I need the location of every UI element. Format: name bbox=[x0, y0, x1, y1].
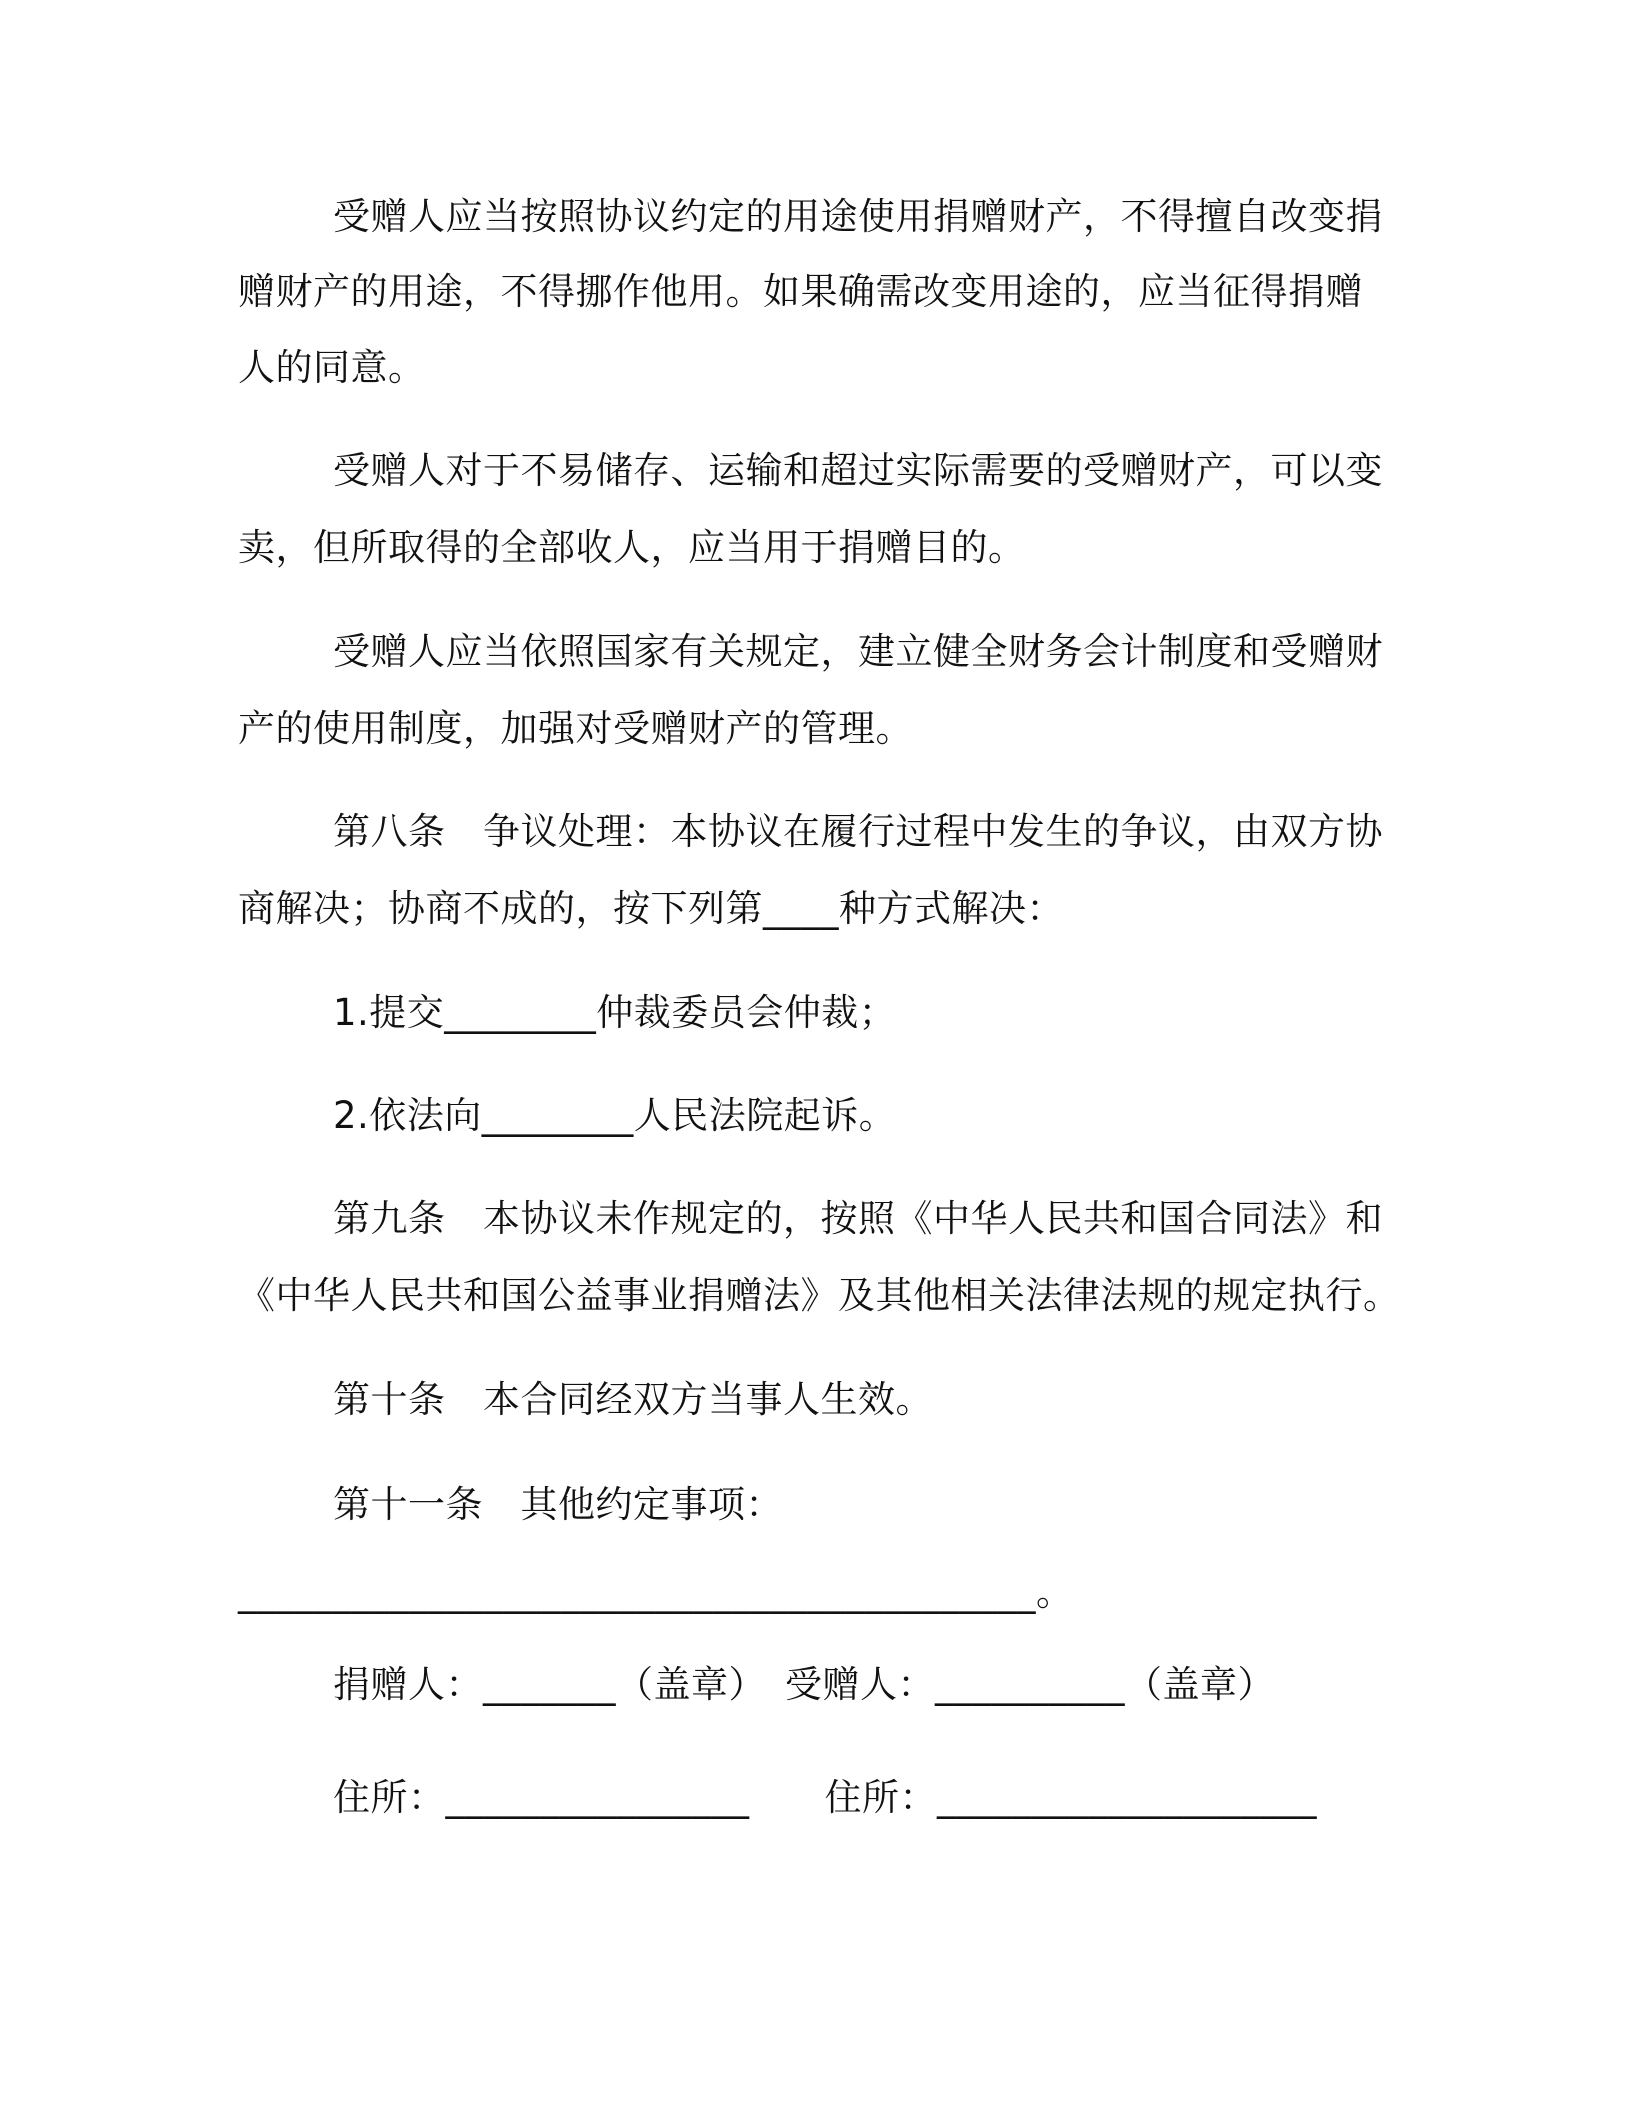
article-11: 第十一条 其他约定事项： bbox=[333, 1483, 783, 1526]
paragraph-1-line-1: 受赠人应当按照协议约定的用途使用捐赠财产，不得擅自改变捐 bbox=[333, 195, 1383, 238]
paragraph-1-line-3: 人的同意。 bbox=[238, 346, 426, 389]
dispute-option-1: 1.提交________仲裁委员会仲裁； bbox=[333, 991, 897, 1034]
other-terms-blank: __________________________________________。 bbox=[238, 1571, 1074, 1614]
paragraph-1-line-2: 赠财产的用途，不得挪作他用。如果确需改变用途的，应当征得捐赠 bbox=[238, 270, 1363, 313]
paragraph-3-line-1: 受赠人应当依照国家有关规定，建立健全财务会计制度和受赠财 bbox=[333, 630, 1383, 673]
article-9-line-1: 第九条 本协议未作规定的，按照《中华人民共和国合同法》和 bbox=[333, 1197, 1383, 1240]
paragraph-2-line-1: 受赠人对于不易储存、运输和超过实际需要的受赠财产，可以变 bbox=[333, 449, 1383, 492]
paragraph-2-line-2: 卖，但所取得的全部收人，应当用于捐赠目的。 bbox=[238, 526, 1026, 569]
article-9-line-2: 《中华人民共和国公益事业捐赠法》及其他相关法律法规的规定执行。 bbox=[238, 1274, 1401, 1317]
article-10: 第十条 本合同经双方当事人生效。 bbox=[333, 1378, 933, 1421]
address-line: 住所：________________ 住所：____________________ bbox=[333, 1776, 1317, 1819]
article-8-line-1: 第八条 争议处理：本协议在履行过程中发生的争议，由双方协 bbox=[333, 810, 1383, 853]
dispute-option-2: 2.依法向________人民法院起诉。 bbox=[333, 1094, 897, 1137]
donor-recipient-signature-line: 捐赠人：_______（盖章） 受赠人：__________（盖章） bbox=[333, 1663, 1275, 1706]
paragraph-3-line-2: 产的使用制度，加强对受赠财产的管理。 bbox=[238, 707, 913, 750]
article-8-line-2: 商解决；协商不成的，按下列第____种方式解决： bbox=[238, 887, 1064, 930]
